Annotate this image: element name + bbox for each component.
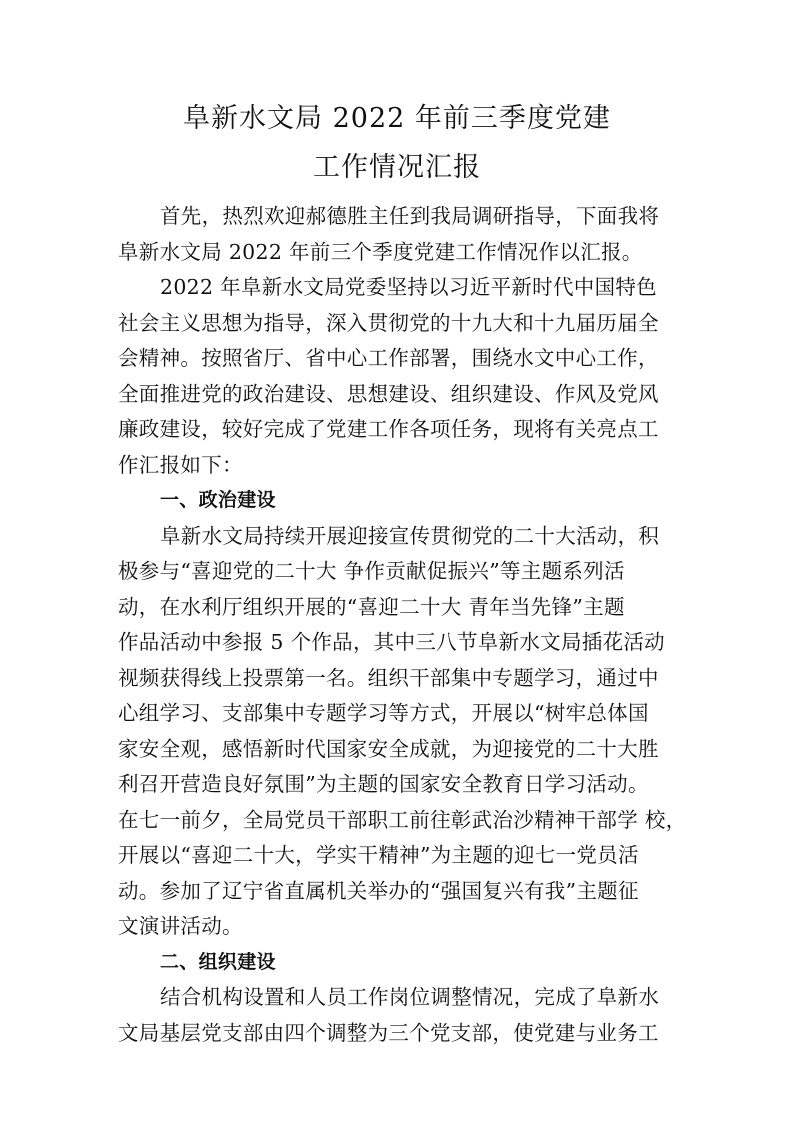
- paragraph-line: 心组学习、支部集中专题学习等方式，开展以“树牢总体国: [118, 701, 649, 725]
- paragraph-line: 廉政建设，较好完成了党建工作各项任务，现将有关亮点工: [118, 417, 659, 441]
- paragraph-line: 动，在水利厅组织开展的“喜迎二十大 青年当先锋”主题: [118, 595, 625, 619]
- paragraph-line: 动。参加了辽宁省直属机关举办的“强国复兴有我”主题征: [118, 879, 639, 903]
- paragraph-line: 会精神。按照省厅、省中心工作部署，围绕水文中心工作，: [118, 346, 659, 370]
- paragraph-line: 作汇报如下：: [118, 453, 243, 477]
- paragraph-line: 视频获得线上投票第一名。组织干部集中专题学习，通过中: [118, 666, 659, 690]
- paragraph-line: 2022 年阜新水文局党委坚持以习近平新时代中国特色: [160, 275, 657, 299]
- document-title-line-2: 工作情况汇报: [313, 152, 481, 183]
- paragraph-line: 作品活动中参报 5 个作品，其中三八节阜新水文局插花活动: [118, 630, 665, 654]
- paragraph-line: 结合机构设置和人员工作岗位调整情况，完成了阜新水: [160, 985, 660, 1009]
- paragraph-line: 全面推进党的政治建设、思想建设、组织建设、作风及党风: [118, 382, 659, 406]
- section-heading-political: 一、政治建设: [160, 489, 276, 511]
- paragraph-line: 开展以“喜迎二十大，学实干精神”为主题的迎七一党员活: [118, 843, 639, 867]
- section-heading-organization: 二、组织建设: [160, 951, 276, 973]
- paragraph-line: 文演讲活动。: [118, 914, 243, 938]
- paragraph-line: 极参与“喜迎党的二十大 争作贡献促振兴”等主题系列活: [118, 559, 625, 583]
- document-title-line-1: 阜新水文局 2022 年前三季度党建: [183, 103, 611, 134]
- paragraph-line: 在七一前夕，全局党员干部职工前往彰武治沙精神干部学 校，: [118, 808, 687, 832]
- paragraph-line: 利召开营造良好氛围”为主题的国家安全教育日学习活动。: [118, 772, 649, 796]
- paragraph-line: 社会主义思想为指导，深入贯彻党的十九大和十九届历届全: [118, 311, 659, 335]
- paragraph-line: 文局基层党支部由四个调整为三个党支部，使党建与业务工: [118, 1021, 659, 1045]
- paragraph-line: 家安全观，感悟新时代国家安全成就，为迎接党的二十大胜: [118, 737, 659, 761]
- paragraph-line: 首先，热烈欢迎郝德胜主任到我局调研指导，下面我将: [160, 204, 660, 228]
- paragraph-line: 阜新水文局持续开展迎接宣传贯彻党的二十大活动，积: [160, 524, 660, 548]
- paragraph-line: 阜新水文局 2022 年前三个季度党建工作情况作以汇报。: [118, 240, 643, 264]
